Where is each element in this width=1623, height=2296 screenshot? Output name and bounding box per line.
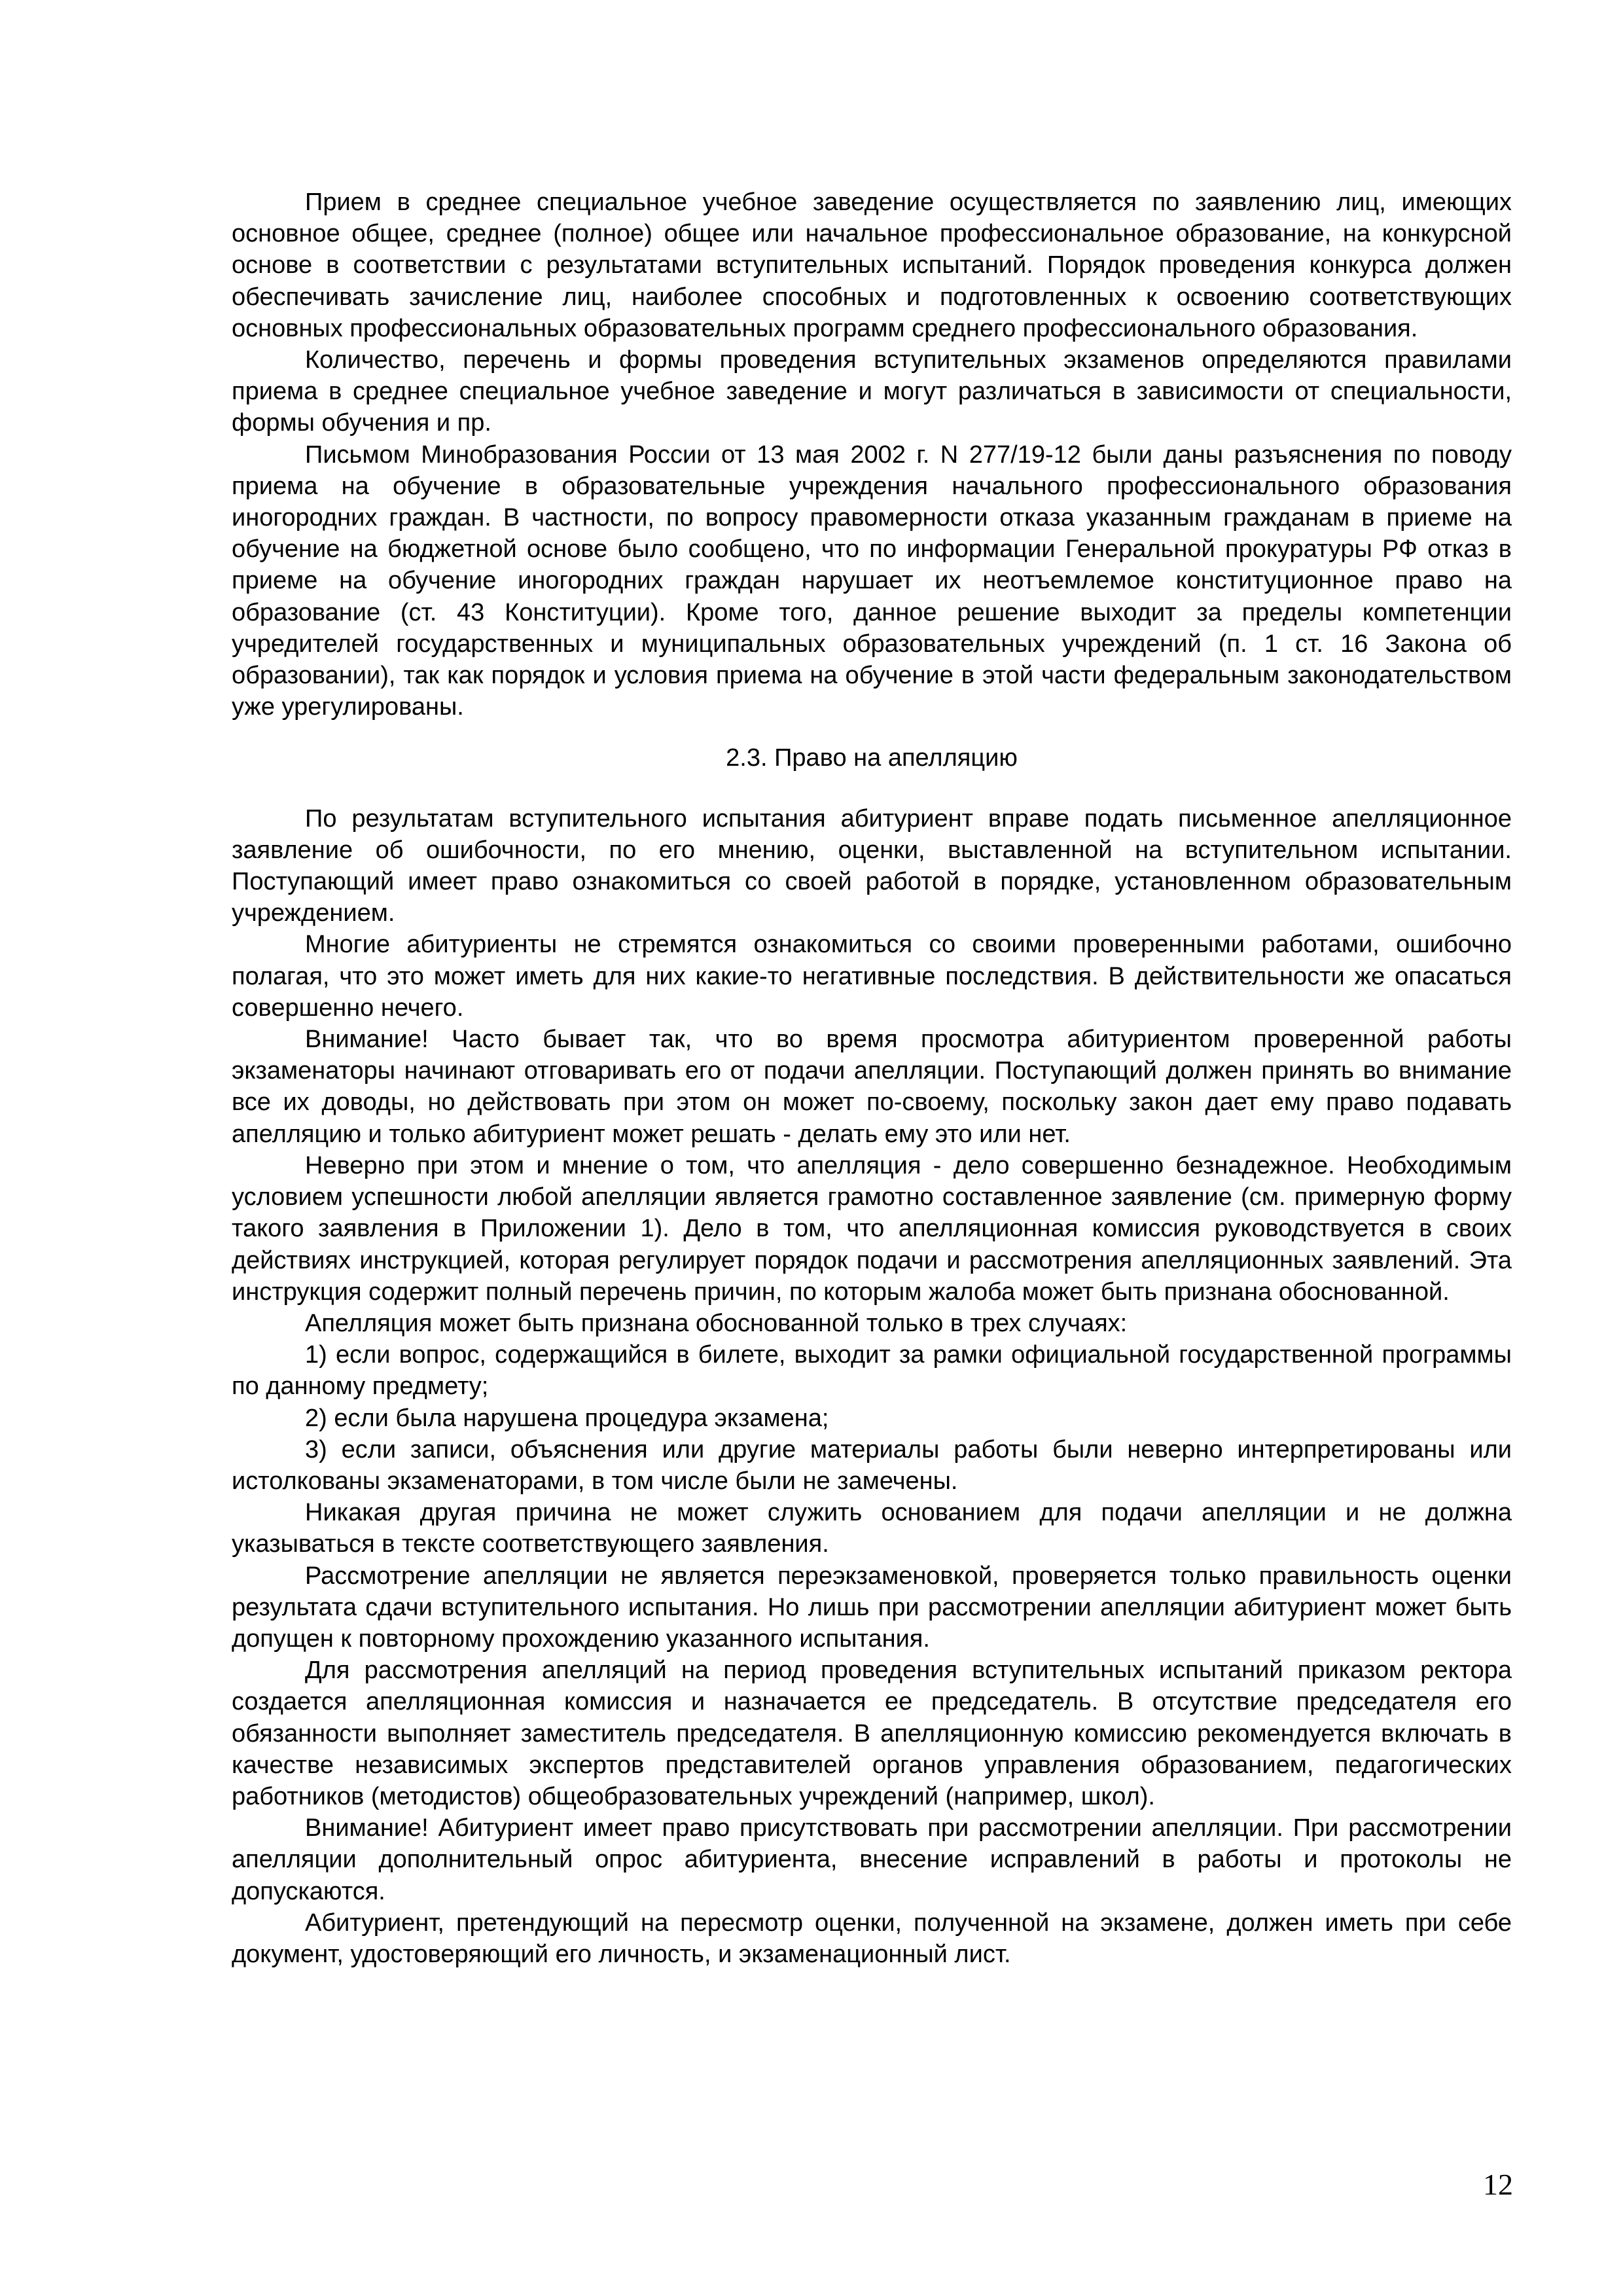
paragraph-admission-basis: Прием в среднее специальное учебное заведение осуществляется по заявлению лиц, имеющих основное общее, среднее (полное) общее или начальное профессиональное образование, на конкурсной основе в соответствии с результатами вступительных испытаний. Порядок проведения конкурса должен обеспечивать зачисление лиц, наиболее способных и подготовленных к освоению соответствующих основных профессиональных образовательных программ среднего профессионального образования. [232, 188, 1512, 342]
page-content [232, 187, 1512, 1970]
paragraph-no-other-reason: Никакая другая причина не может служить основанием для подачи апелляции и не должна указываться в тексте соответствующего заявления. [232, 1499, 1512, 1558]
paragraph-attention-dissuade: Внимание! Часто бывает так, что во время просмотра абитуриентом проверенной работы экзаменаторы начинают отговаривать его от подачи апелляции. Поступающий должен принять во внимание все их доводы, но действовать при этом он может по-своему, поскольку закон дает ему право подавать апелляцию и только абитуриент может решать - делать ему это или нет. [232, 1026, 1512, 1148]
paragraph-ministry-letter: Письмом Минобразования России от 13 мая 2002 г. N 277/19-12 были даны разъяснения по поводу приема на обучение в образовательные учреждения начального профессионального образования иногородних граждан. В частности, по вопросу правомерности отказа указанным гражданам в приеме на обучение на бюджетной основе было сообщено, что по информации Генеральной прокуратуры РФ отказ в приеме на обучение иногородних граждан нарушает их неотъемлемое конституционное право на образование (ст. 43 Конституции). Кроме того, данное решение выходит за пределы компетенции учредителей государственных и муниципальных образовательных учреждений (п. 1 ст. 16 Закона об образовании), так как порядок и условия приема на обучение в этой части федеральным законодательством уже урегулированы. [232, 440, 1512, 721]
paragraph-applicants-fear: Многие абитуриенты не стремятся ознакомиться со своими проверенными работами, ошибочно полагая, что это может иметь для них какие-то негативные последствия. В действительности же опасаться совершенно нечего. [232, 931, 1512, 1022]
paragraph-required-documents: Абитуриент, претендующий на пересмотр оценки, полученной на экзамене, должен иметь при себе документ, удостоверяющий его личность, и экзаменационный лист. [232, 1909, 1512, 1968]
paragraph-not-reexamination: Рассмотрение апелляции не является переэкзаменовкой, проверяется только правильность оценки результата сдачи вступительного испытания. Но лишь при рассмотрении апелляции абитуриент может быть допущен к повторному прохождению указанного испытания. [232, 1562, 1512, 1653]
paragraph-entrance-exams: Количество, перечень и формы проведения вступительных экзаменов определяются правилами приема в среднее специальное учебное заведение и могут различаться в зависимости от специальности, формы обучения и пр. [232, 346, 1512, 437]
list-item-case-3: 3) если записи, объяснения или другие материалы работы были неверно интерпретированы или истолкованы экзаменаторами, в том числе были не замечены. [232, 1435, 1512, 1495]
paragraph-three-cases: Апелляция может быть признана обоснованной только в трех случаях: [305, 1309, 1128, 1337]
paragraph-appeal-not-hopeless: Неверно при этом и мнение о том, что апелляция - дело совершенно безнадежное. Необходимым условием успешности любой апелляции является грамотно составленное заявление (см. примерную форму такого заявления в Приложении 1). Дело в том, что апелляционная комиссия руководствуется в своих действиях инструкцией, которая регулирует порядок подачи и рассмотрения апелляционных заявлений. Эта инструкция содержит полный перечень причин, по которым жалоба может быть признана обоснованной. [232, 1151, 1512, 1306]
page-number: 12 [1483, 2168, 1513, 2201]
list-item-case-2: 2) если была нарушена процедура экзамена; [305, 1404, 829, 1432]
list-item-case-1: 1) если вопрос, содержащийся в билете, выходит за рамки официальной государственной программы по данному предмету; [232, 1341, 1512, 1401]
paragraph-appeal-right: По результатам вступительного испытания абитуриент вправе подать письменное апелляционное заявление об ошибочности, по его мнению, оценки, выставленной на вступительном испытании. Поступающий имеет право ознакомиться со своей работой в порядке, установленном образовательным учреждением. [232, 804, 1512, 927]
section-heading: 2.3. Право на апелляцию [726, 744, 1018, 772]
paragraph-attention-presence: Внимание! Абитуриент имеет право присутствовать при рассмотрении апелляции. При рассмотрении апелляции дополнительный опрос абитуриента, внесение исправлений в работы и протоколы не допускаются. [232, 1814, 1512, 1905]
paragraph-appeal-commission: Для рассмотрения апелляций на период проведения вступительных испытаний приказом ректора создается апелляционная комиссия и назначается ее председатель. В отсутствие председателя его обязанности выполняет заместитель председателя. В апелляционную комиссию рекомендуется включать в качестве независимых экспертов представителей органов управления образованием, педагогических работников (методистов) общеобразовательных учреждений (например, школ). [232, 1657, 1512, 1810]
